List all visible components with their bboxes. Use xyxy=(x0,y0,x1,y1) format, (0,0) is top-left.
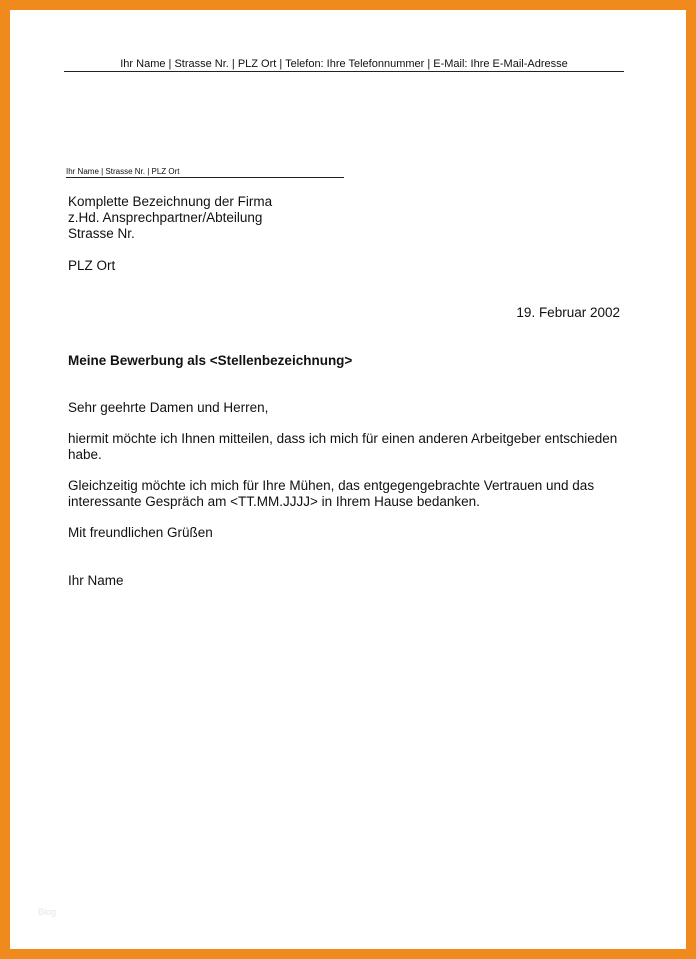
letter-page xyxy=(10,10,686,949)
closing: Mit freundlichen Grüßen xyxy=(68,525,213,540)
recipient-attention: z.Hd. Ansprechpartner/Abteilung xyxy=(68,210,263,225)
recipient-address xyxy=(68,194,272,274)
recipient-city: PLZ Ort xyxy=(68,258,116,273)
signature-name: Ihr Name xyxy=(68,573,124,588)
recipient-company: Komplette Bezeichnung der Firma xyxy=(68,194,273,209)
letter-subject: Meine Bewerbung als <Stellenbezeichnung> xyxy=(68,353,353,368)
letter-date: 19. Februar 2002 xyxy=(516,305,620,320)
body-paragraph-2: Gleichzeitig möchte ich mich für Ihre Mühen, das entgegengebrachte Vertrauen und das interessante Gespräch am <TT.MM.JJJJ> in Ihrem Hause bedanken. xyxy=(68,478,595,509)
recipient-street: Strasse Nr. xyxy=(68,226,135,241)
body-paragraph-1: hiermit möchte ich Ihnen mitteilen, dass ich mich für einen anderen Arbeitgeber entschieden habe. xyxy=(68,431,618,462)
salutation: Sehr geehrte Damen und Herren, xyxy=(68,400,269,415)
letter-body xyxy=(68,400,628,604)
watermark: Blog xyxy=(38,907,57,917)
letterhead: Ihr Name | Strasse Nr. | PLZ Ort | Telefon: Ihre Telefonnummer | E-Mail: Ihre E-Mail-Adresse xyxy=(64,58,624,72)
sender-address-line: Ihr Name | Strasse Nr. | PLZ Ort xyxy=(66,167,344,178)
